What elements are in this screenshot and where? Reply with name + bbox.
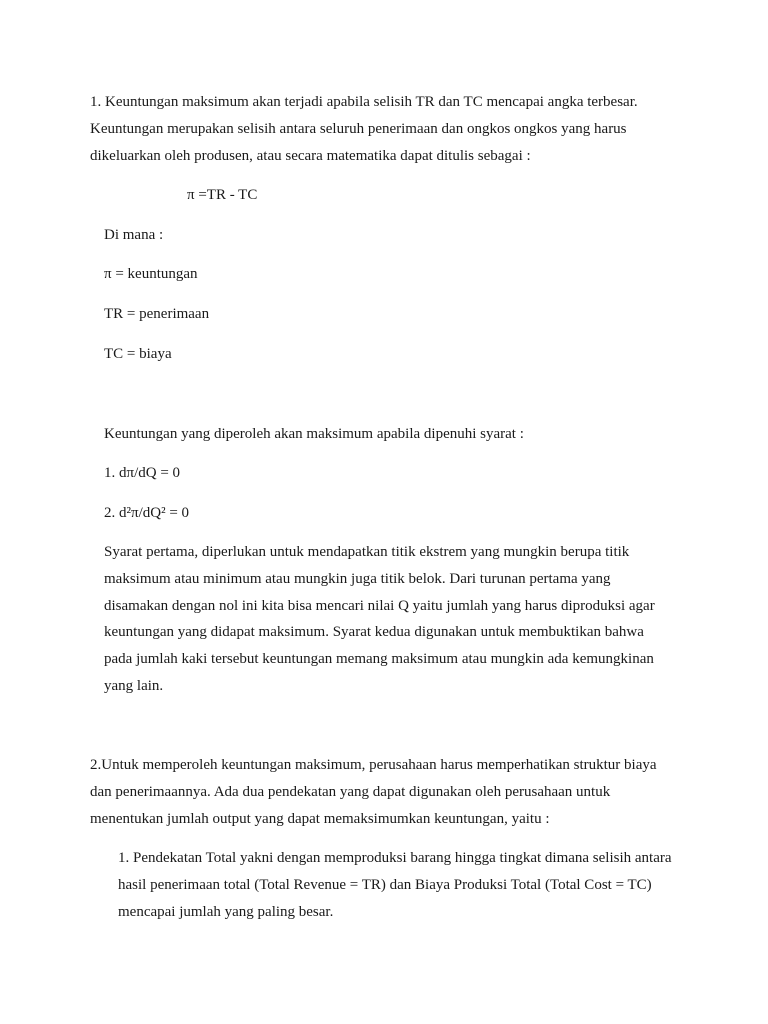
definition-cost: TC = biaya: [104, 346, 172, 362]
condition-intro: Keuntungan yang diperoleh akan maksimum apabila dipenuhi syarat :: [104, 426, 524, 442]
definition-profit: π = keuntungan: [104, 266, 198, 282]
definition-revenue: TR = penerimaan: [104, 306, 210, 322]
section-1-intro-paragraph: 1. Keuntungan maksimum akan terjadi apabila selisih TR dan TC mencapai angka terbesar. Keuntungan merupakan selisih antara seluruh penerimaan dan ongkos ongkos yang harus dikeluarkan oleh produsen, atau secara matematika dapat ditulis sebagai :: [90, 94, 638, 164]
section-2-intro-paragraph: 2.Untuk memperoleh keuntungan maksimum, perusahaan harus memperhatikan struktur biaya dan penerimaannya. Ada dua pendekatan yang dapat digunakan oleh perusahaan untuk menentukan jumlah output yang dapat memaksimumkan keuntungan, yaitu :: [90, 757, 657, 827]
condition-second-derivative: 2. d²π/dQ² = 0: [104, 505, 190, 521]
approach-1-paragraph: 1. Pendekatan Total yakni dengan memproduksi barang hingga tingkat dimana selisih antara hasil penerimaan total (Total Revenue = TR) dan Biaya Produksi Total (Total Cost = TC) mencapai jumlah yang paling besar.: [118, 850, 672, 920]
where-label: Di mana :: [104, 227, 164, 243]
profit-formula: π =TR - TC: [187, 187, 258, 203]
condition-first-derivative: 1. dπ/dQ = 0: [104, 465, 181, 481]
conditions-explanation-paragraph: Syarat pertama, diperlukan untuk mendapatkan titik ekstrem yang mungkin berupa titik maksimum atau minimum atau mungkin juga titik belok. Dari turunan pertama yang disamakan dengan nol ini kita bisa mencari nilai Q yaitu jumlah yang harus diproduksi agar keuntungan yang didapat maksimum. Syarat kedua digunakan untuk membuktikan bahwa pada jumlah kaki tersebut keuntungan memang maksimum atau mungkin ada kemungkinan yang lain.: [104, 544, 655, 694]
